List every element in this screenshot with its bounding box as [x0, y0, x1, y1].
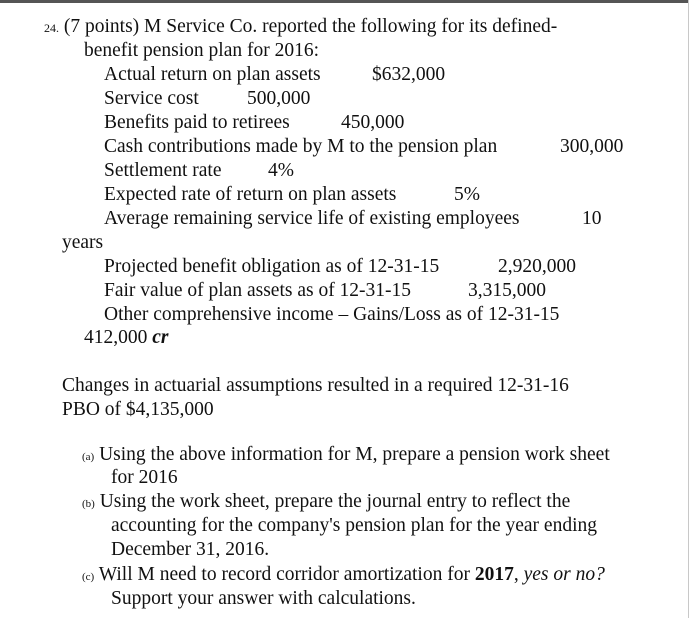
fact-value-expected-return: 5% — [454, 184, 480, 205]
part-c-line2: Support your answer with calculations. — [111, 588, 416, 609]
problem-title-line2: benefit pension plan for 2016: — [84, 40, 320, 61]
assumptions-line1: Changes in actuarial assumptions resulted in a required 12-31-16 — [62, 375, 569, 396]
oci-amount — [84, 328, 169, 348]
part-a-line2: for 2016 — [111, 467, 178, 488]
problem-header — [44, 17, 557, 37]
right-edge-line — [688, 0, 689, 618]
part-c — [82, 565, 605, 585]
problem-title-line1: (7 points) M Service Co. reported the following for its defined- — [63, 16, 558, 37]
years-word: years — [62, 232, 104, 253]
balance-value-plan-assets: 3,315,000 — [468, 280, 546, 301]
top-border — [0, 0, 689, 3]
oci-value: 412,000 — [84, 327, 148, 348]
balance-value-pbo: 2,920,000 — [498, 256, 576, 277]
fact-value-service-life: 10 — [582, 208, 602, 229]
part-b-marker: (b) — [82, 498, 95, 510]
fact-label-benefits-paid: Benefits paid to retirees — [104, 112, 290, 133]
fact-value-settlement-rate: 4% — [268, 160, 294, 181]
part-c-yes-or-no: yes or no? — [523, 564, 605, 585]
fact-value-actual-return: $632,000 — [372, 64, 446, 85]
oci-credit-suffix: cr — [152, 327, 169, 348]
part-a-line1: Using the above information for M, prepare a pension work sheet — [99, 444, 610, 465]
part-a-marker: (a) — [82, 451, 95, 463]
fact-label-actual-return: Actual return on plan assets — [104, 64, 321, 85]
fact-label-settlement-rate: Settlement rate — [104, 160, 222, 181]
part-c-marker: (c) — [82, 571, 95, 583]
assumptions-line2: PBO of $4,135,000 — [62, 399, 214, 420]
fact-value-cash-contributions: 300,000 — [560, 136, 624, 157]
part-c-comma: , — [513, 564, 524, 585]
part-b-line3: December 31, 2016. — [111, 539, 270, 560]
fact-value-service-cost: 500,000 — [247, 88, 311, 109]
problem-number: 24. — [44, 21, 59, 35]
part-b — [82, 492, 570, 512]
fact-label-service-cost: Service cost — [104, 88, 199, 109]
fact-label-cash-contributions: Cash contributions made by M to the pension plan — [104, 136, 498, 157]
part-b-line1: Using the work sheet, prepare the journal entry to reflect the — [99, 491, 571, 512]
oci-label: Other comprehensive income – Gains/Loss as of 12-31-15 — [104, 304, 560, 325]
part-b-line2: accounting for the company's pension plan for the year ending — [111, 515, 597, 536]
balance-label-pbo: Projected benefit obligation as of 12-31-15 — [104, 256, 440, 277]
part-c-year: 2017 — [474, 564, 514, 585]
fact-label-service-life: Average remaining service life of existing employees — [104, 208, 520, 229]
balance-label-plan-assets: Fair value of plan assets as of 12-31-15 — [104, 280, 412, 301]
part-a — [82, 445, 610, 465]
fact-value-benefits-paid: 450,000 — [341, 112, 405, 133]
part-c-text-before: Will M need to record corridor amortization for — [98, 564, 475, 585]
fact-label-expected-return: Expected rate of return on plan assets — [104, 184, 397, 205]
